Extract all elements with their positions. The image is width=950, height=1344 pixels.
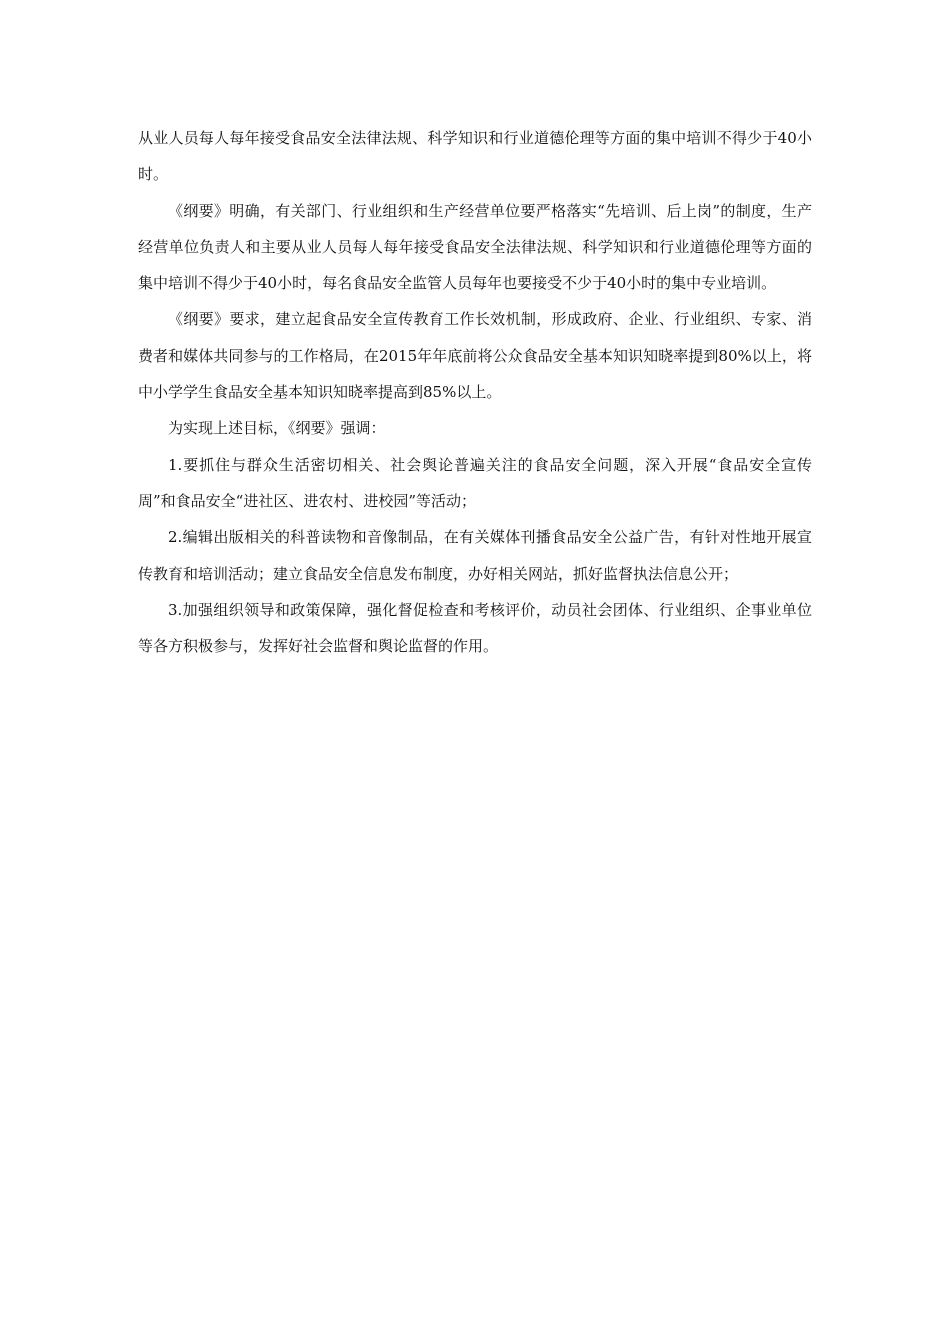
- list-item-2: 2.编辑出版相关的科普读物和音像制品，在有关媒体刊播食品安全公益广告，有针对性地开展宣传教育和培训活动；建立食品安全信息发布制度，办好相关网站，抓好监督执法信息公开；: [138, 528, 812, 583]
- paragraph-awareness-target: 《纲要》要求，建立起食品安全宣传教育工作长效机制，形成政府、企业、行业组织、专家、消费者和媒体共同参与的工作格局，在2015年年底前将公众食品安全基本知识知晓率提到80%以上，将中小学学生食品安全基本知识知晓率提高到85%以上。: [138, 310, 812, 402]
- paragraph-training-requirement: 《纲要》明确，有关部门、行业组织和生产经营单位要严格落实“先培训、后上岗”的制度，生产经营单位负责人和主要从业人员每人每年接受食品安全法律法规、科学知识和行业道德伦理等方面的集中培训不得少于40小时，每名食品安全监管人员每年也要接受不少于40小时的集中专业培训。: [138, 201, 812, 293]
- list-item-1: 1.要抓住与群众生活密切相关、社会舆论普遍关注的食品安全问题，深入开展“食品安全宣传周”和食品安全“进社区、进农村、进校园”等活动；: [138, 455, 812, 510]
- document-body: [138, 120, 812, 664]
- paragraph-continuation: 从业人员每人每年接受食品安全法律法规、科学知识和行业道德伦理等方面的集中培训不得少于40小时。: [138, 129, 812, 184]
- paragraph-emphasis-intro: 为实现上述目标，《纲要》强调：: [168, 419, 386, 438]
- list-item-3: 3.加强组织领导和政策保障，强化督促检查和考核评价，动员社会团体、行业组织、企事业单位等各方积极参与，发挥好社会监督和舆论监督的作用。: [138, 600, 812, 656]
